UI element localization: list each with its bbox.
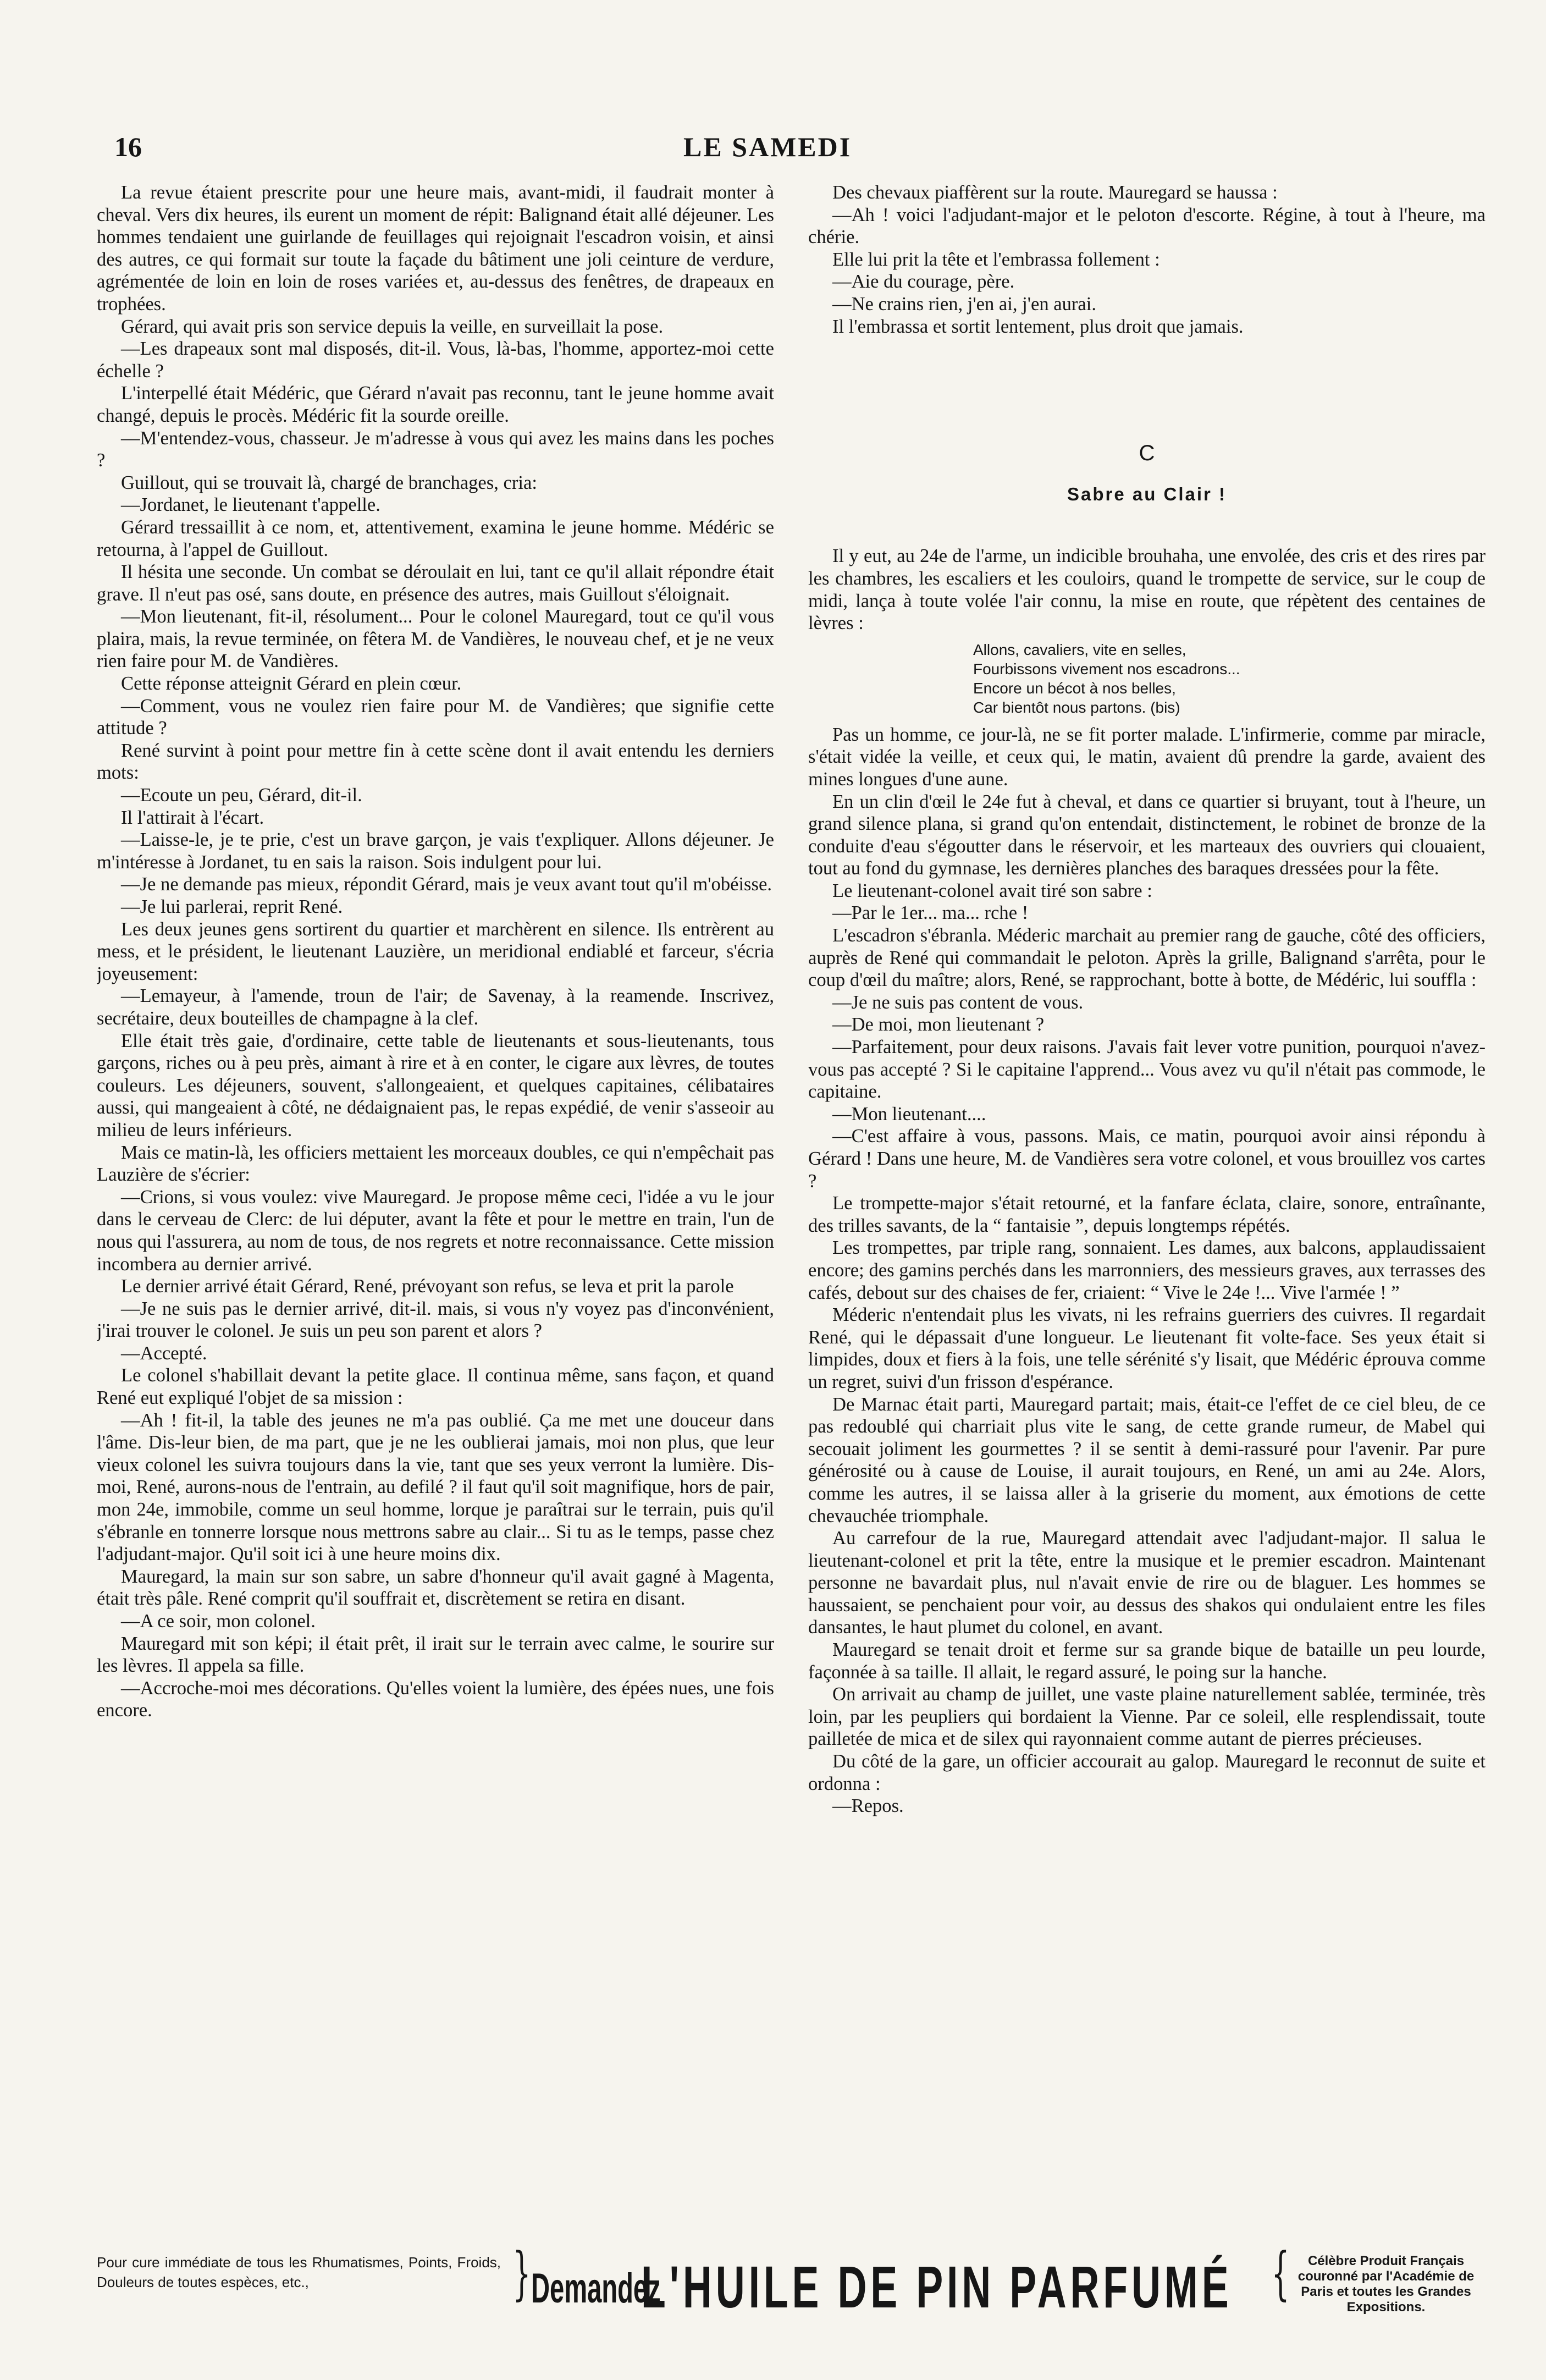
paragraph: —Mon lieutenant.... [832,1103,986,1125]
paragraph: —Aie du courage, père. [832,271,1015,293]
paragraph: —C'est affaire à vous, passons. Mais, ce matin, pourquoi avoir ainsi répondu à Gérard ! Dans une heure, M. de Vandières sera votre colonel, et vous brouillez vos cartes ? [808,1126,1486,1192]
paragraph: —Parfaitement, pour deux raisons. J'avais fait lever votre punition, pourquoi n'avez-vous pas accepté ? Si le capitaine l'apprend... Vous avez vu qu'il n'était pas commode, le capitaine. [808,1037,1486,1103]
paragraph: —Ah ! voici l'adjudant-major et le peloton d'escorte. Régine, à tout à l'heure, ma chérie. [808,204,1486,248]
paragraph: Elle était très gaie, d'ordinaire, cette table de lieutenants et sous-lieutenants, tous garçons, riches ou à peu près, aimant à rire et à en conter, le cigare aux lèvres, de toutes couleurs. Les déjeuners, souvent, s'allongeaient, et quelques capitaines, célibataires aussi, qui mangeaient à côté, ne dédaignaient pas, le repas expédié, de venir s'asseoir au milieu de leurs inférieurs. [97,1030,774,1141]
paragraph: Il l'embrassa et sortit lentement, plus droit que jamais. [832,316,1244,337]
paragraph: De Marnac était parti, Mauregard partait; mais, était-ce l'effet de ce ciel bleu, de ce pas redoublé qui charriait plus vite le sang, de cette grande rumeur, de Mabel qui secouait joliment les gourmettes ? il se sentit à demi-rassuré pour l'avenir. Par pure générosité ou à cause de Louise, il aurait toujours, en René, un ami au 24e. Alors, comme les autres, il se laissa aller à la griserie du moment, aux émotions de cette chevauchée triomphale. [808,1393,1486,1527]
chapter-title: Sabre au Clair ! [1067,483,1227,504]
paragraph: —Comment, vous ne voulez rien faire pour M. de Vandières; que signifie cette attitude ? [97,695,774,739]
paragraph: On arrivait au champ de juillet, une vaste plaine naturellement sablée, terminée, très loin, par les peupliers qui bordaient la Vienne. Par ce soleil, elle resplendissait, toute pailletée de mica et de silex qui rayonnaient comme autant de pierres précieuses. [808,1684,1486,1750]
paragraph: Le trompette-major s'était retourné, et la fanfare éclata, claire, sonore, entraînante, des trilles savants, de la “ fantaisie ”, depuis longtemps répétés. [808,1193,1486,1236]
newspaper-title: LE SAMEDI [683,131,852,162]
paragraph: —Ecoute un peu, Gérard, dit-il. [121,785,362,806]
paragraph: —Les drapeaux sont mal disposés, dit-il. Vous, là-bas, l'homme, apportez-moi cette échelle ? [97,338,774,382]
paragraph: L'interpellé était Médéric, que Gérard n'avait pas reconnu, tant le jeune homme avait changé, depuis le procès. Médéric fit la sourde oreille. [97,383,774,426]
advertisement [97,2240,1488,2332]
paragraph: Gérard tressaillit à ce nom, et, attentivement, examina le jeune homme. Médéric se retourna, à l'appel de Guillout. [97,516,774,560]
paragraph: —Crions, si vous voulez: vive Mauregard. Je propose même ceci, l'idée a vu le jour dans le cerveau de Clerc: de lui députer, avant la fête et pour le mettre en train, l'un de nous qui l'assurera, au nom de tous, de nos regrets et notre reconnaissance. Cette mission incombera au dernier arrivé. [97,1186,774,1275]
chapter-intro: Il y eut, au 24e de l'arme, un indicible brouhaha, une envolée, des cris et des rires par les chambres, les escaliers et les couloirs, quand le trompette de service, sur le coup de midi, lança à toute volée l'air connu, la mise en route, que répètent des centaines de lèvres : [808,546,1486,634]
paragraph: —Je ne suis pas le dernier arrivé, dit-il. mais, si vous n'y voyez pas d'inconvénient, j'irai trouver le colonel. Je suis un peu son parent et alors ? [97,1298,774,1342]
paragraph: La revue étaient prescrite pour une heure mais, avant-midi, il faudrait monter à cheval. Vers dix heures, ils eurent un moment de répit: Balignand était allé déjeuner. Les hommes tendaient une guirlande de feuillages qui rejoignait l'escadron voisin, et ainsi des autres, ce qui formait sur toute la façade du bâtiment une joli ceinture de verdure, agrémentée de loin en loin de roses variées et, au-dessus des fenêtres, de drapeaux en trophées. [97,182,774,315]
paragraph: Cette réponse atteignit Gérard en plein cœur. [121,673,462,695]
paragraph: —Je ne demande pas mieux, répondit Gérard, mais je veux avant tout qu'il m'obéisse. [121,874,772,895]
paragraph: —Lemayeur, à l'amende, troun de l'air; de Savenay, à la reamende. Inscrivez, secrétaire, deux bouteilles de champagne à la clef. [97,985,774,1029]
paragraph: —Mon lieutenant, fit-il, résolument... Pour le colonel Mauregard, tout ce qu'il vous plaira, mais, la revue terminée, on fêtera M. de Vandières, le nouveau chef, et je ne veux rien faire pour M. de Vandières. [97,606,774,672]
paragraph: —A ce soir, mon colonel. [121,1611,316,1632]
right-column-top [808,181,1486,338]
paragraph: —Laisse-le, je te prie, c'est un brave garçon, je vais t'expliquer. Allons déjeuner. Je m'intéresse à Jordanet, tu en sais la raison. Sois indulgent pour lui. [97,829,774,873]
paragraph: Les trompettes, par triple rang, sonnaient. Les dames, aux balcons, applaudissaient encore; des gamins perchés dans les marronniers, des messieurs graves, aux terrasses des cafés, debout sur des chaises de fer, criaient: “ Vive le 24e !... Vive l'armée ! ” [808,1237,1486,1303]
left-column [97,181,774,2238]
ad-right-text: Célèbre Produit Français couronné par l'Académie de Paris et toutes les Grandes Expositions. [1297,2254,1475,2315]
paragraph: Elle lui prit la tête et l'embrassa follement : [832,249,1160,270]
paragraph: —Ne crains rien, j'en ai, j'en aurai. [832,293,1097,315]
chapter-number: C [1139,441,1155,466]
song-line: Encore un bécot à nos belles, [973,679,1176,697]
ad-left-text: Pour cure immédiate de tous les Rhumatismes, Points, Froids, Douleurs de toutes espèces, etc., [97,2254,501,2290]
paragraph: —Je lui parlerai, reprit René. [121,896,343,917]
song-line: Allons, cavaliers, vite en selles, [973,641,1186,658]
paragraph: Le dernier arrivé était Gérard, René, prévoyant son refus, se leva et prit la parole [121,1276,734,1297]
paragraph: Les deux jeunes gens sortirent du quartier et marchèrent en silence. Ils entrèrent au mess, et le président, le lieutenant Lauzière, un meridional endiablé et farceur, s'écria joyeusement: [97,918,774,984]
paragraph: Gérard, qui avait pris son service depuis la veille, en surveillait la pose. [121,316,664,337]
paragraph: Le colonel s'habillait devant la petite glace. Il continua même, sans façon, et quand René eut expliqué l'objet de sa mission : [97,1365,774,1409]
paragraph: Du côté de la gare, un officier accourait au galop. Mauregard le reconnut de suite et ordonna : [808,1751,1486,1794]
paragraph: René survint à point pour mettre fin à cette scène dont il avait entendu les derniers mots: [97,740,774,784]
paragraph: L'escadron s'ébranla. Méderic marchait au premier rang de gauche, côté des officiers, auprès de René qui commandait le peloton. Après la grille, Balignand s'arrêta, pour le coup d'œil du maître; alors, René, se rapprochant, botte à botte, de Médéric, lui souffla : [808,925,1486,991]
paragraph: Au carrefour de la rue, Mauregard attendait avec l'adjudant-major. Il salua le lieutenant-colonel et prit la tête, entre la musique et le premier escadron. Maintenant personne ne bavardait plus, nul n'avait envie de rire ou de blaguer. Les hommes se haussaient, se penchaient pour voir, au dessus des shakos qui ondulaient entre les files dansantes, le haut plumet du colonel, en avant. [808,1528,1486,1638]
paragraph: Le lieutenant-colonel avait tiré son sabre : [832,880,1152,901]
paragraph: Guillout, qui se trouvait là, chargé de branchages, cria: [121,472,537,493]
right-column-body [808,724,1486,1817]
paragraph: —Repos. [832,1795,904,1817]
paragraph: Il l'attirait à l'écart. [121,807,264,828]
paragraph: Mauregard mit son képi; il était prêt, il irait sur le terrain avec calme, le sourire sur les lèvres. Il appela sa fille. [97,1633,774,1677]
song-verse [973,640,1486,717]
paragraph: —Accroche-moi mes décorations. Qu'elles voient la lumière, des épées nues, une fois encore. [97,1677,774,1721]
paragraph: Mais ce matin-là, les officiers mettaient les morceaux doubles, ce qui n'empêchait pas Lauzière de s'écrier: [97,1142,774,1186]
paragraph: —Par le 1er... ma... rche ! [832,902,1029,924]
ad-headline: L'HUILE DE PIN PARFUMÉ [641,2254,1233,2320]
paragraph: Il hésita une seconde. Un combat se déroulait en lui, tant ce qu'il allait répondre était grave. Il n'eut pas osé, sans doute, en présence des autres, mais Guillout s'éloignait. [97,561,774,605]
paragraph: —M'entendez-vous, chasseur. Je m'adresse à vous qui avez les mains dans les poches ? [97,427,774,471]
page-header [114,131,1450,169]
paragraph: —Je ne suis pas content de vous. [832,991,1084,1013]
paragraph: Méderic n'entendait plus les vivats, ni les refrains guerriers des cuivres. Il regardait René, qui le dépassait d'une longueur. Le lieutenant fit volte-face. Ses yeux était si limpides, doux et fiers à la fois, une telle sérénité s'y lisait, que Médéric éprouva comme un regret, suivi d'un frisson d'espérance. [808,1304,1486,1392]
paragraph: Mauregard se tenait droit et ferme sur sa grande bique de bataille un peu lourde, façonnée à sa taille. Il allait, le regard assuré, le poing sur la hanche. [808,1639,1486,1683]
paragraph: —Jordanet, le lieutenant t'appelle. [121,494,380,516]
ad-brace-right: { [1271,2240,1290,2307]
ad-brace-left: } [512,2240,531,2307]
paragraph: —Ah ! fit-il, la table des jeunes ne m'a pas oublié. Ça me met une douceur dans l'âme. Dis-leur bien, de ma part, que je ne les oublierai jamais, moi non plus, que leur vieux colonel les suivra toujours dans la vie, tant que ses yeux verront la lumière. Dis-moi, René, aurons-nous de l'entrain, au defilé ? il faut qu'il soit magnifique, hors de pair, mon 24e, immobile, comme un seul homme, lorque je paraîtrai sur le terrain, puis qu'il s'ébranle en tonnerre lorsque nous mettrons sabre au clair... Si tu as le temps, passe chez l'adjudant-major. Qu'il soit ici à une heure moins dix. [97,1409,774,1565]
paragraph: Des chevaux piaffèrent sur la route. Mauregard se haussa : [832,182,1278,203]
paragraph: —Accepté. [121,1342,207,1364]
right-column [808,181,1486,2238]
ad-lead: Demandez [531,2265,661,2312]
page-number: 16 [114,131,142,162]
paragraph: Pas un homme, ce jour-là, ne se fit porter malade. L'infirmerie, comme par miracle, s'était vidée la veille, et ceux qui, le matin, avaient dû prendre la garde, avaient des mines longues d'une aune. [808,724,1486,790]
paragraph: —De moi, mon lieutenant ? [832,1014,1045,1035]
paragraph: En un clin d'œil le 24e fut à cheval, et dans ce quartier si bruyant, tout à l'heure, un grand silence plana, si grand qu'on entendait, distinctement, le robinet de bronze de la conduite d'eau s'égoutter dans le réservoir, et les marteaux des ouvriers qui clouaient, tout au fond du gymnase, les dernières planches des baraques dressées pour la fête. [808,791,1486,879]
song-line: Fourbissons vivement nos escadrons... [973,660,1240,677]
paragraph: Mauregard, la main sur son sabre, un sabre d'honneur qu'il avait gagné à Magenta, était très pâle. René comprit qu'il souffrait et, discrètement se retira en disant. [97,1566,774,1610]
song-line: Car bientôt nous partons. (bis) [973,698,1180,716]
